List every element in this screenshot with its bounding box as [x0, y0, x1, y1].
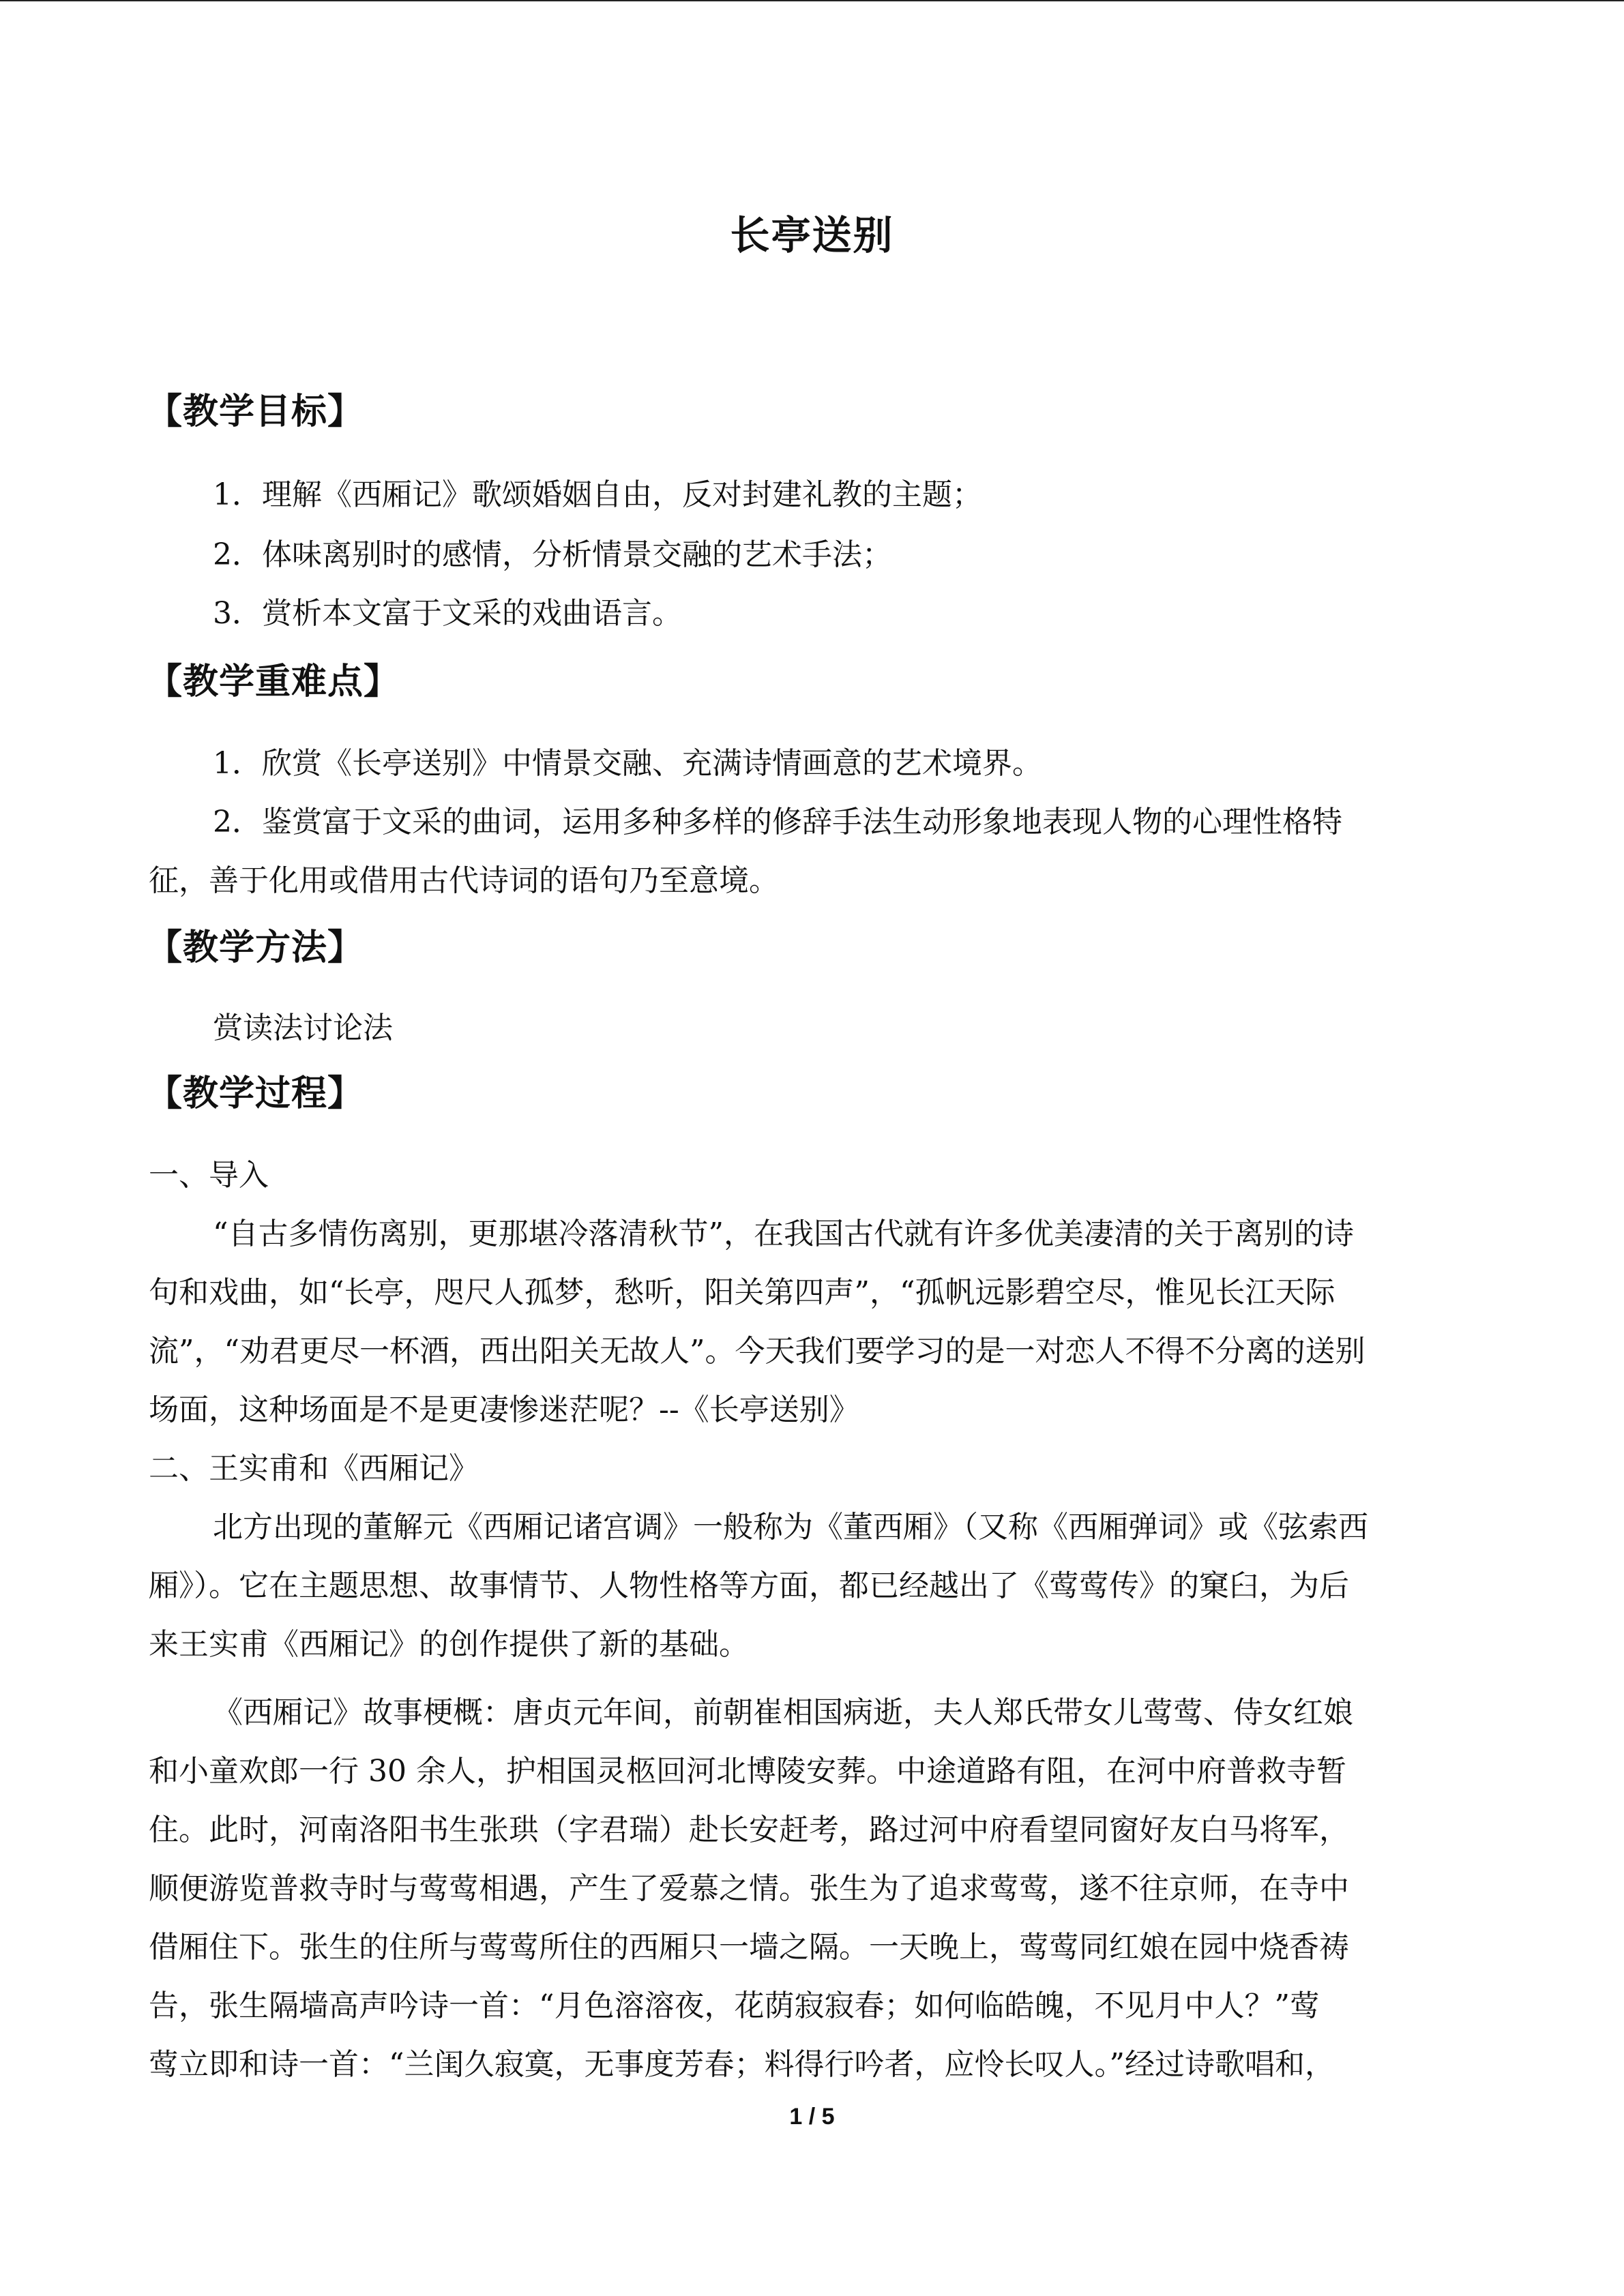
paragraph-line: 告，张生隔墙高声吟诗一首：“月色溶溶夜，花荫寂寂春；如何临皓魄，不见月中人？”莺: [149, 1988, 1320, 2023]
process-part-title: 二、王实甫和《西厢记》: [149, 1451, 479, 1486]
paragraph-line: 《西厢记》故事梗概：唐贞元年间，前朝崔相国病逝，夫人郑氏带女儿莺莺、侍女红娘: [213, 1695, 1353, 1730]
paragraph-line: 住。此时，河南洛阳书生张珙（字君瑞）赴长安赶考，路过河中府看望同窗好友白马将军，: [149, 1813, 1349, 1847]
objective-item: 1．理解《西厢记》歌颂婚姻自由，反对封建礼教的主题；: [213, 477, 982, 512]
key-point-item-line: 2．鉴赏富于文采的曲词，运用多种多样的修辞手法生动形象地表现人物的心理性格特: [213, 805, 1342, 839]
heading-methods: 【教学方法】: [147, 927, 364, 968]
page-number: 1 / 5: [789, 2104, 835, 2130]
paragraph-line: 来王实甫《西厢记》的创作提供了新的基础。: [149, 1627, 749, 1662]
paragraph-line: 和小童欢郎一行 30 余人，护相国灵柩回河北博陵安葬。中途道路有阻，在河中府普救寺暂: [149, 1754, 1346, 1789]
key-point-item-line: 征，善于化用或借用古代诗词的语句乃至意境。: [149, 863, 779, 898]
process-part-title: 一、导入: [149, 1158, 269, 1193]
key-point-item: 1．欣赏《长亭送别》中情景交融、充满诗情画意的艺术境界。: [213, 746, 1042, 781]
paragraph-line: 北方出现的董解元《西厢记诸宫调》一般称为《董西厢》（又称《西厢弹词》或《弦索西: [213, 1510, 1368, 1545]
paragraph-line: 句和戏曲，如“长亭，咫尺人孤梦，愁听，阳关第四声”，“孤帆远影碧空尽，惟见长江天际: [149, 1275, 1335, 1310]
methods-text: 赏读法讨论法: [213, 1011, 393, 1045]
paragraph-line: 厢》）。它在主题思想、故事情节、人物性格等方面，都已经越出了《莺莺传》的窠臼，为后: [149, 1568, 1349, 1603]
paragraph-line: 场面，这种场面是不是更凄惨迷茫呢？--《长亭送别》: [149, 1392, 859, 1427]
paragraph-line: “自古多情伤离别，更那堪冷落清秋节”，在我国古代就有许多优美凄清的关于离别的诗: [213, 1217, 1354, 1251]
heading-key-points: 【教学重难点】: [147, 661, 400, 702]
heading-objectives: 【教学目标】: [147, 391, 364, 432]
paragraph-line: 顺便游览普救寺时与莺莺相遇，产生了爱慕之情。张生为了追求莺莺，遂不往京师，在寺中: [149, 1871, 1349, 1906]
page-title: 长亭送别: [730, 212, 894, 258]
objective-item: 3．赏析本文富于文采的戏曲语言。: [213, 596, 682, 631]
top-border-rule: [0, 0, 1624, 1]
heading-process: 【教学过程】: [147, 1073, 364, 1114]
objective-item: 2．体味离别时的感情，分析情景交融的艺术手法；: [213, 537, 892, 572]
paragraph-line: 莺立即和诗一首：“兰闺久寂寞，无事度芳春；料得行吟者，应怜长叹人。”经过诗歌唱和，: [149, 2047, 1335, 2082]
paragraph-line: 借厢住下。张生的住所与莺莺所住的西厢只一墙之隔。一天晚上，莺莺同红娘在园中烧香祷: [149, 1930, 1349, 1965]
paragraph-line: 流”，“劝君更尽一杯酒，西出阳关无故人”。今天我们要学习的是一对恋人不得不分离的送别: [149, 1334, 1365, 1369]
